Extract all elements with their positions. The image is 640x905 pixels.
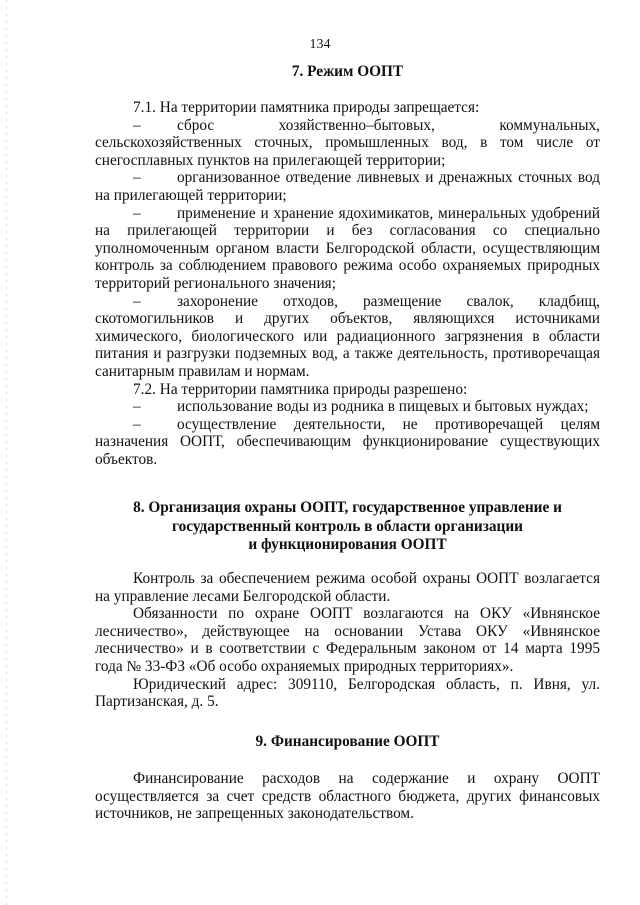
section-7-title: 7. Режим ООПТ xyxy=(291,63,404,80)
section-9-title: 9. Финансирование ООПТ xyxy=(255,733,440,750)
section-9-body xyxy=(95,770,600,823)
section-9 xyxy=(95,733,600,751)
dash-marker: – xyxy=(133,292,141,310)
allowed-item-1: – использование воды из родника в пищевых и бытовых нуждах; xyxy=(133,398,589,416)
dash-marker: – xyxy=(133,169,141,187)
section-8-address: Юридический адрес: 309110, Белгородская область, п. Ивня, ул. Партизанская, д. 5. xyxy=(95,675,600,711)
section-8-title: 8. Организация охраны ООПТ, государственное управление и государственный контроль в области организации и функционирования ООПТ xyxy=(133,499,562,553)
section-8-paragraph-1: Контроль за обеспечением режима особой охраны ООПТ возлагается на управление лесами Белгородской области. xyxy=(95,570,600,605)
clause-7-1: 7.1. На территории памятника природы запрещается: xyxy=(133,99,480,116)
prohibited-item-2: – организованное отведение ливневых и дренажных сточных вод на прилегающей территории; xyxy=(95,169,600,204)
section-8-body xyxy=(95,570,600,711)
dash-marker: – xyxy=(133,398,141,416)
dash-marker: – xyxy=(133,116,141,134)
prohibited-item-3: – применение и хранение ядохимикатов, минеральных удобрений на прилегающей территории и без согласования со специально уполномоченным органом власти Белгородской области, осуществляющим контроль за соблюдением правового режима особо охраняемых природных территорий регионального значения; xyxy=(95,204,600,292)
clause-7-2: 7.2. На территории памятника природы разрешено: xyxy=(133,380,468,398)
dash-marker: – xyxy=(133,415,141,433)
section-8-paragraph-2: Обязанности по охране ООПТ возлагаются на ОКУ «Ивнянское лесничество», действующее на основании Устава ОКУ «Ивнянское лесничество» и в соответствии с Федеральным законом от 14 марта 1995 года № 33-ФЗ «Об особо охраняемых природных территориях». xyxy=(95,605,600,675)
prohibited-item-1: – сброс хозяйственно–бытовых, коммунальных, сельскохозяйственных сточных, промышленных вод, в том числе от снегосплавных пунктов на прилегающей территории; xyxy=(95,116,600,169)
section-9-paragraph-1: Финансирование расходов на содержание и охрану ООПТ осуществляется за счет средств областного бюджета, других финансовых источников, не запрещенных законодательством. xyxy=(95,770,600,823)
dash-marker: – xyxy=(133,204,141,222)
page-number: 134 xyxy=(309,37,331,52)
allowed-item-2: – осуществление деятельности, не противоречащей целям назначения ООПТ, обеспечивающим функционирование существующих объектов. xyxy=(95,415,600,468)
section-7 xyxy=(95,63,600,81)
section-7-body xyxy=(95,99,600,468)
prohibited-item-4: – захоронение отходов, размещение свалок, кладбищ, скотомогильников и других объектов, являющихся источниками химического, биологического или радиационного загрязнения в области питания и разгрузки подземных вод, а также деятельность, противоречащая санитарным правилам и нормам. xyxy=(95,292,600,380)
scan-edge-artifact xyxy=(6,0,7,905)
